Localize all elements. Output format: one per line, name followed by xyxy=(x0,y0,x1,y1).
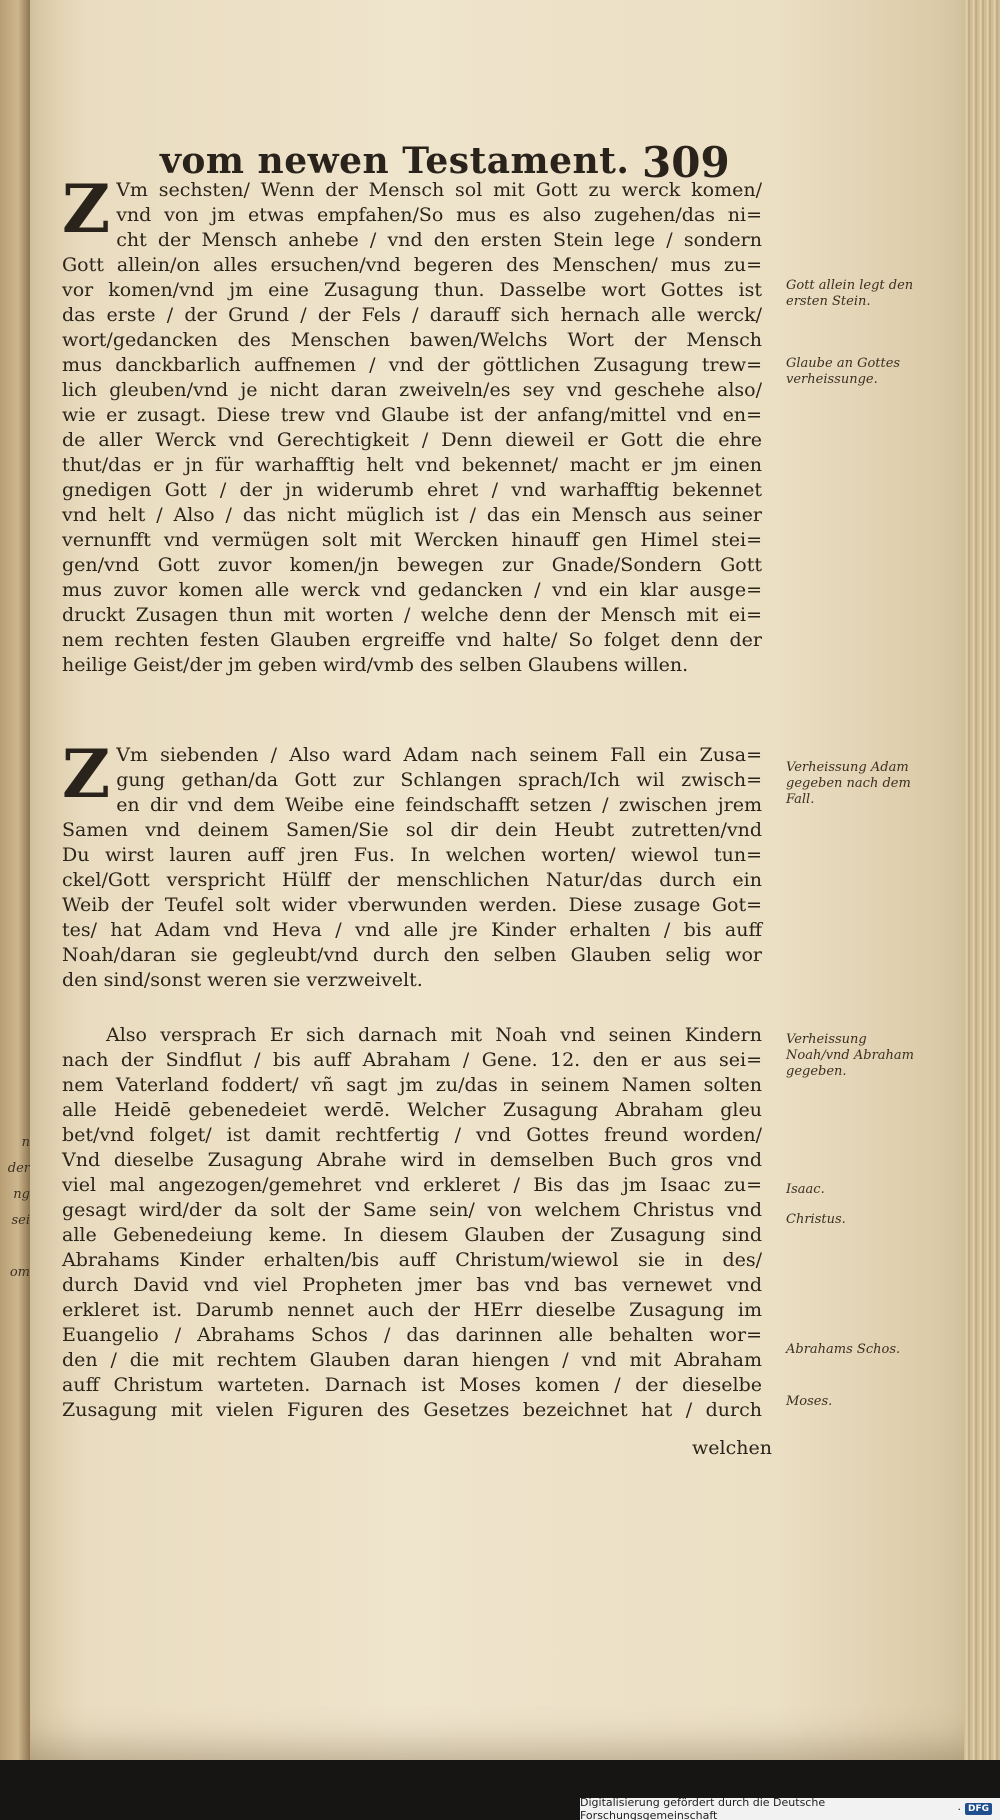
text-line: Also versprach Er sich darnach mit Noah vnd seinen Kindern xyxy=(106,1024,762,1046)
text-line: nach der Sindflut / bis auff Abraham / Gene. 12. den er aus sei= xyxy=(62,1049,762,1071)
text-line: vnd helt / Also / das nicht müglich ist / das ein Mensch aus seiner xyxy=(62,504,762,526)
text-line: heilige Geist/der jm geben wird/vmb des selben Glaubens willen. xyxy=(62,654,689,676)
text-line: alle Gebenedeiung keme. In diesem Glauben der Zusagung sind xyxy=(62,1224,762,1246)
text-line: Zusagung mit vielen Figuren des Gesetzes bezeichnet hat / durch xyxy=(62,1399,762,1421)
text-line: Weib der Teufel solt wider vberwunden werden. Diese zusage Got= xyxy=(62,894,762,916)
dfg-logo-icon: DFG xyxy=(965,1803,992,1815)
text-line: Du wirst lauren auff jren Fus. In welchen worten/ wiewol tun= xyxy=(62,844,762,866)
drop-initial: Z xyxy=(62,170,111,248)
text-line: gnedigen Gott / der jn widerumb ehret / vnd warhafftig bekennet xyxy=(62,479,762,501)
text-line: Samen vnd deinem Samen/Sie sol dir dein Heubt zutretten/vnd xyxy=(62,819,762,841)
text-line: wie er zusagt. Diese trew vnd Glaube ist der anfang/mittel vnd en= xyxy=(62,404,762,426)
margin-gloss: Abrahams Schos. xyxy=(786,1342,901,1357)
text-line: ckel/Gott verspricht Hülff der menschlichen Natur/das durch ein xyxy=(62,869,762,891)
text-line: den / die mit rechtem Glauben daran hiengen / vnd mit Abraham xyxy=(62,1349,762,1371)
text-line: en dir vnd dem Weibe eine feindschafft setzen / zwischen jrem xyxy=(116,794,762,816)
text-line: gen/vnd Gott zuvor komen/jn bewegen zur Gnade/Sondern Gott xyxy=(62,554,762,576)
text-line: cht der Mensch anhebe / vnd den ersten Stein lege / sondern xyxy=(116,229,762,251)
margin-gloss: Verheissung Adam gegeben nach dem Fall. xyxy=(786,760,911,807)
text-line: gesagt wird/der da solt der Same sein/ von welchem Christus vnd xyxy=(62,1199,762,1221)
text-line: bet/vnd folget/ ist damit rechtfertig / vnd Gottes freund worden/ xyxy=(62,1124,762,1146)
page-block-edge xyxy=(964,0,1000,1760)
text-line: durch David vnd viel Propheten jmer bas vnd bas vernewet vnd xyxy=(62,1274,762,1296)
paragraph-2 xyxy=(62,735,762,993)
digitization-credit: Digitalisierung gefördert durch die Deutsche Forschungsgemeinschaft · DFG xyxy=(580,1798,1000,1820)
text-line: nem rechten festen Glauben ergreiffe vnd halte/ So folget denn der xyxy=(62,629,762,651)
text-line: auff Christum warteten. Darnach ist Moses komen / der dieselbe xyxy=(62,1374,762,1396)
text-line: Abrahams Kinder erhalten/bis auff Christum/wiewol sie in des/ xyxy=(62,1249,762,1271)
text-line: alle Heidē gebenedeiet werdē. Welcher Zusagung Abraham gleu xyxy=(62,1099,762,1121)
text-line: de aller Werck vnd Gerechtigkeit / Denn dieweil er Gott die ehre xyxy=(62,429,762,451)
text-line: Gott allein/on alles ersuchen/vnd begeren des Menschen/ mus zu= xyxy=(62,254,762,276)
text-line: das erste / der Grund / der Fels / darauff sich hernach alle werck/ xyxy=(62,304,762,326)
margin-gloss: Christus. xyxy=(786,1212,846,1227)
running-title: vom newen Testament. xyxy=(160,140,630,182)
text-line: vnd von jm etwas empfahen/So mus es also zugehen/das ni= xyxy=(116,204,762,226)
catchword: welchen xyxy=(692,1437,772,1459)
text-line: erkleret ist. Darumb nennet auch der HErr dieselbe Zusagung im xyxy=(62,1299,762,1321)
previous-page-edge xyxy=(0,0,30,1760)
text-line: Euangelio / Abrahams Schos / das darinnen alle behalten wor= xyxy=(62,1324,762,1346)
margin-gloss: Gott allein legt den ersten Stein. xyxy=(786,278,914,309)
text-line: Vm siebenden / Also ward Adam nach seinem Fall ein Zusa= xyxy=(116,744,762,766)
page-number: 309 xyxy=(642,138,730,187)
text-line: Noah/daran sie gegleubt/vnd durch den selben Glauben selig wor xyxy=(62,944,762,966)
text-line: vor komen/vnd jm eine Zusagung thun. Dasselbe wort Gottes ist xyxy=(62,279,762,301)
text-line: viel mal angezogen/gemehret vnd erkleret / Bis das jm Isaac zu= xyxy=(62,1174,762,1196)
text-line: vernunfft vnd vermügen solt mit Wercken hinauff gen Himel stei= xyxy=(62,529,762,551)
left-margin-fragments: n der ng sei om xyxy=(7,1135,30,1280)
text-line: wort/gedancken des Menschen bawen/Welchs Wort der Mensch xyxy=(62,329,762,351)
text-line: nem Vaterland foddert/ vñ sagt jm zu/das in seinem Namen solten xyxy=(62,1074,762,1096)
text-line: mus danckbarlich auffnemen / vnd der göttlichen Zusagung trew= xyxy=(62,354,762,376)
drop-initial: Z xyxy=(62,735,111,813)
margin-gloss: Isaac. xyxy=(786,1182,825,1197)
text-line: Vm sechsten/ Wenn der Mensch sol mit Gott zu werck komen/ xyxy=(116,179,762,201)
text-line: tes/ hat Adam vnd Heva / vnd alle jre Kinder erhalten / bis auff xyxy=(62,919,762,941)
margin-gloss: Moses. xyxy=(786,1394,833,1409)
credit-text: Digitalisierung gefördert durch die Deutsche Forschungsgemeinschaft xyxy=(580,1796,826,1820)
text-line: lich gleuben/vnd je nicht daran zweiveln/es sey vnd geschehe also/ xyxy=(62,379,762,401)
text-line: mus zuvor komen alle werck vnd gedancken / vnd ein klar ausge= xyxy=(62,579,762,601)
text-line: gung gethan/da Gott zur Schlangen sprach/Ich wil zwisch= xyxy=(116,769,762,791)
text-line: druckt Zusagen thun mit worten / welche denn der Mensch mit ei= xyxy=(62,604,762,626)
paragraph-3 xyxy=(62,1023,762,1423)
text-line: thut/das er jn für warhafftig helt vnd bekennet/ macht er jm einen xyxy=(62,454,762,476)
text-line: Vnd dieselbe Zusagung Abrahe wird in demselben Buch gros vnd xyxy=(62,1149,762,1171)
margin-gloss: Glaube an Gottes verheissunge. xyxy=(786,356,901,387)
margin-gloss: Verheissung Noah/vnd Abraham gegeben. xyxy=(786,1032,915,1079)
text-line: den sind/sonst weren sie verzweivelt. xyxy=(62,969,423,991)
book-page xyxy=(30,0,964,1760)
paragraph-1 xyxy=(62,170,762,678)
